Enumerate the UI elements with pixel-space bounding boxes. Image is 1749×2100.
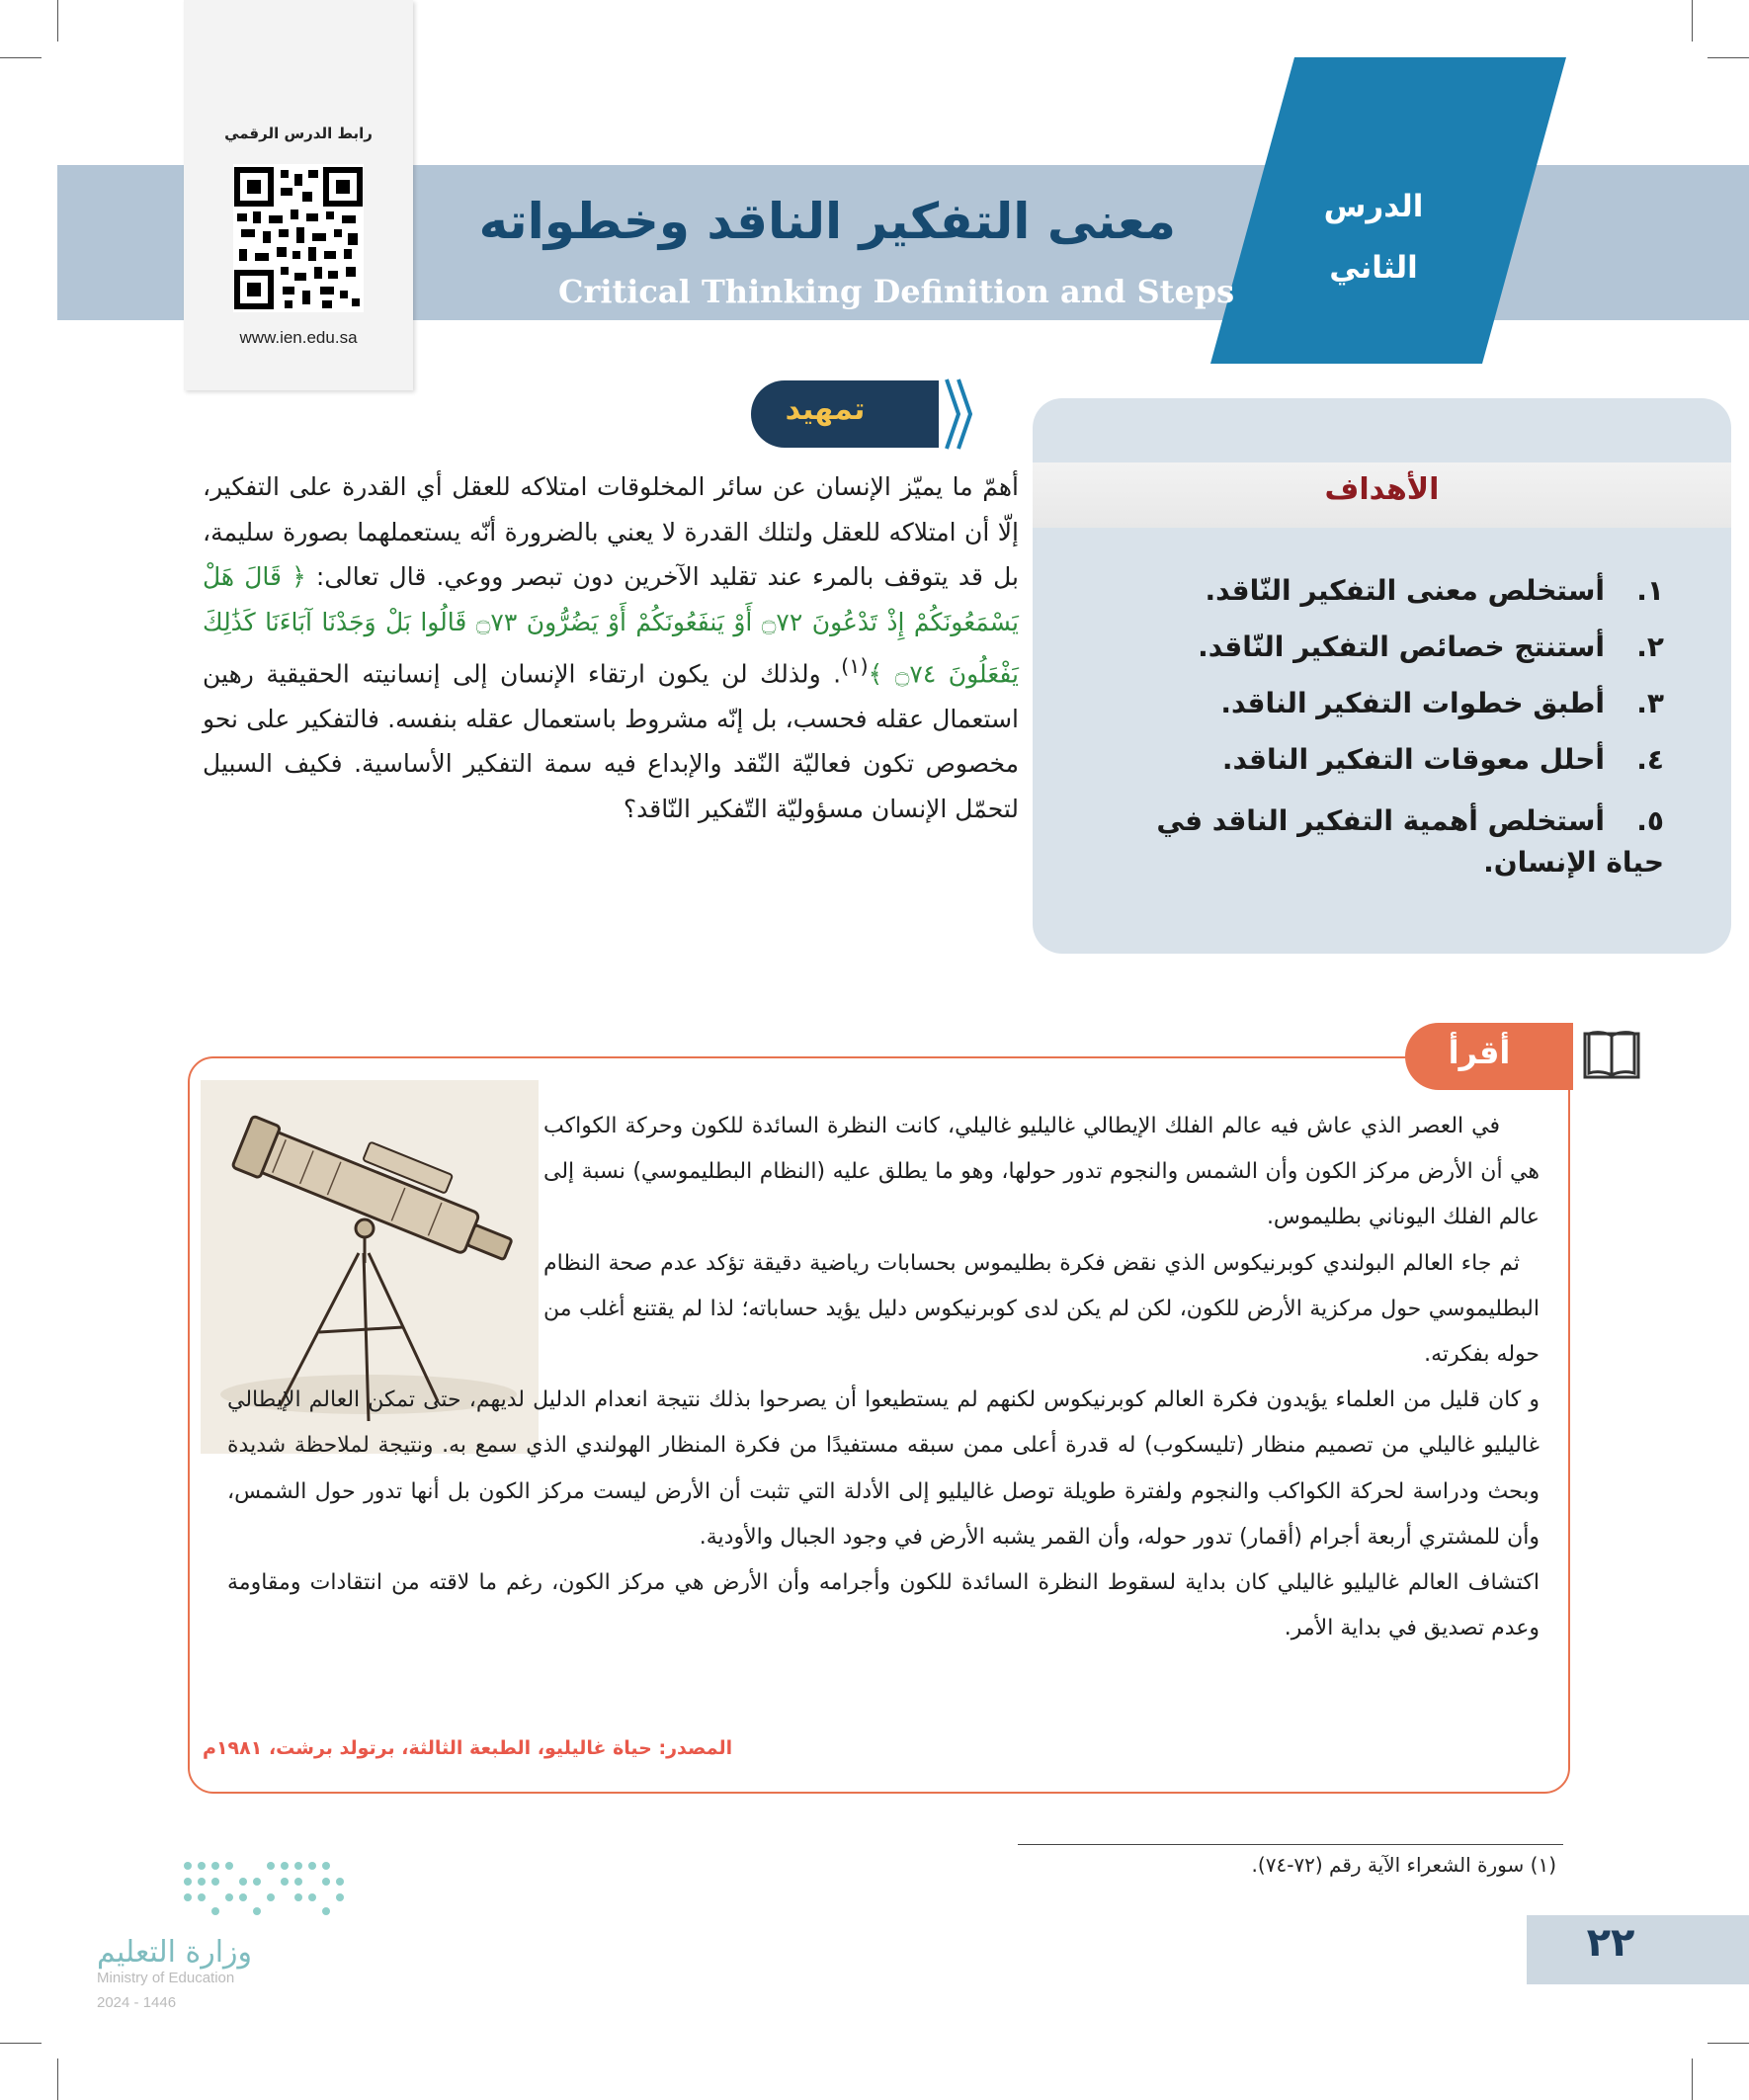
crop-mark <box>1692 2058 1693 2100</box>
qr-url[interactable]: www.ien.edu.sa <box>239 328 358 347</box>
goal-text: أحلل معوقات التفكير الناقد. <box>1221 743 1605 776</box>
intro-paragraph <box>203 464 1019 831</box>
intro-tab <box>751 380 939 448</box>
read-tab <box>1405 1023 1573 1090</box>
page-number: ٢٢ <box>1586 1920 1635 1966</box>
lesson-label-line2: الثاني <box>1329 250 1418 286</box>
crop-mark <box>0 2043 42 2044</box>
crop-mark <box>1707 2043 1749 2044</box>
footnote-divider <box>1018 1844 1563 1845</box>
read-paragraph: في العصر الذي عاش فيه عالم الفلك الإيطالي غاليليو غاليلي، كانت النظرة السائدة للكون وحركة الكواكب هي أن الأرض مركز الكون وأن الشمس والنجوم تدور حولها، وهو ما يطلق عليه (النظام البطليموسي) نسبة إلى عالم الفلك اليوناني بطليموس. <box>543 1114 1540 1230</box>
goal-number: ٥. <box>1636 804 1664 837</box>
goal-number: ٤. <box>1636 743 1664 776</box>
goal-text: أستخلص أهمية التفكير الناقد في حياة الإنسان. <box>1156 804 1664 879</box>
ministry-year: 2024 - 1446 <box>97 1994 177 2011</box>
open-book-icon <box>1581 1026 1642 1083</box>
crop-mark <box>1692 0 1693 42</box>
goals-title: الأهداف <box>1324 472 1440 507</box>
goal-item <box>1111 800 1664 883</box>
qr-card[interactable] <box>184 0 413 390</box>
intro-label: تمهيد <box>785 392 866 427</box>
read-paragraph: اكتشاف العالم غاليليو غاليلي كان بداية لسقوط النظرة السائدة للكون وأجرامه وأن الأرض هي مركز الكون، رغم ما لاقته من انتقادات ومقاومة وعدم تصديق في بداية الأمر. <box>227 1570 1540 1641</box>
goal-number: ١. <box>1636 574 1664 607</box>
goals-box <box>1033 398 1731 954</box>
read-text <box>227 1104 1540 1651</box>
goal-number: ٣. <box>1636 687 1664 719</box>
page-title-arabic: معنى التفكير الناقد وخطواته <box>478 193 1176 250</box>
crop-mark <box>57 0 58 42</box>
read-paragraph: و كان قليل من العلماء يؤيدون فكرة العالم كوبرنيكوس لكنهم لم يستطيعوا أن يصرحوا بذلك نتيجة انعدام الدليل لديهم، حتى تمكن العالم الإيطالي غاليليو غاليلي من تصميم منظار (تليسكوب) له قدرة أعلى ممن سبقه مستفيدًا من فكرة المنظار الهولندي الذي سمع به. ونتيجة لملاحظة شديدة وبحث ودراسة لحركة الكواكب والنجوم ولفترة طويلة توصل غاليليو إلى الأدلة التي تثبت أن الأرض ليست مركز الكون بل أنها تدور حول الشمس، وأن للمشتري أربعة أجرام (أقمار) تدور حوله، وأن القمر يشبه الأرض في وجود الجبال والأودية. <box>227 1387 1540 1550</box>
page-title-english: Critical Thinking Definition and Steps <box>558 273 1235 310</box>
goal-number: ٢. <box>1636 630 1664 663</box>
qr-code-icon[interactable] <box>233 164 364 312</box>
ministry-name-arabic: وزارة التعليم <box>97 1935 253 1970</box>
footnote: (١) سورة الشعراء الآية رقم (٧٢-٧٤). <box>1251 1853 1556 1877</box>
ministry-name-english: Ministry of Education <box>97 1970 235 1986</box>
goal-text: أستنتج خصائص التفكير النّاقد. <box>1198 630 1605 663</box>
goal-text: أطبق خطوات التفكير الناقد. <box>1220 687 1605 719</box>
read-paragraph: ثم جاء العالم البولندي كوبرنيكوس الذي نقض فكرة بطليموس بحسابات رياضية دقيقة تؤكد عدم صحة النظام البطليموسي حول مركزية الأرض للكون، لكن لم يكن لدى كوبرنيكوس دليل يؤيد حساباته؛ لذا لم يقتنع أغلب من حوله بفكرته. <box>543 1250 1540 1368</box>
read-label: أقرأ <box>1448 1034 1511 1071</box>
goals-header <box>1033 462 1731 528</box>
intro-text-after: . ولذلك لن يكون ارتقاء الإنسان إلى إنسانيته الحقيقية رهين استعمال عقله فحسب، بل إنّه مشروط باستعمال عقله بنفسه. فالتفكير على نحو مخصوص تكون فعاليّة النّقد والإبداع فيه سمة التفكير الأساسية. فكيف السبيل لتحمّل الإنسان مسؤوليّة التّفكير النّاقد؟ <box>203 659 1019 823</box>
double-chevron-icon <box>937 372 972 457</box>
goal-item <box>1111 739 1664 781</box>
intro-text-before: أهمّ ما يميّز الإنسان عن سائر المخلوقات امتلاكه للعقل أي القدرة على التفكير، إلّا أن امتلاكه للعقل ولتلك القدرة لا يعني بالضرورة أنّه يستعملهما بصورة سليمة، بل قد يتوقف بالمرء عند تقليد الآخرين دون تبصر ووعي. قال تعالى: <box>203 472 1019 591</box>
goal-text: أستخلص معنى التفكير النّاقد. <box>1205 574 1605 607</box>
crop-mark <box>0 57 42 58</box>
ministry-logo-icon <box>178 1856 351 1917</box>
lesson-label <box>1299 176 1448 298</box>
source-citation: المصدر: حياة غاليليو، الطبعة الثالثة، برتولد برشت، ١٩٨١م <box>203 1737 733 1759</box>
qr-label: رابط الدرس الرقمي <box>224 125 373 142</box>
goal-item <box>1111 683 1664 724</box>
goal-item <box>1111 570 1664 612</box>
lesson-label-line1: الدرس <box>1323 189 1424 224</box>
goal-item <box>1111 627 1664 668</box>
crop-mark <box>1707 57 1749 58</box>
quran-verse: ﴿ قَالَ هَلْ يَسْمَعُونَكُمْ إِذْ تَدْعُونَ ۝٧٢ أَوْ يَنفَعُونَكُمْ أَوْ يَضُرُّونَ ۝٧٣ قَالُوا بَلْ وَجَدْنَا آبَاءَنَا كَذَٰلِكَ يَفْعَلُونَ ۝٧٤ ﴾ <box>203 562 1019 689</box>
footnote-ref[interactable]: (١) <box>841 654 869 678</box>
crop-mark <box>57 2058 58 2100</box>
